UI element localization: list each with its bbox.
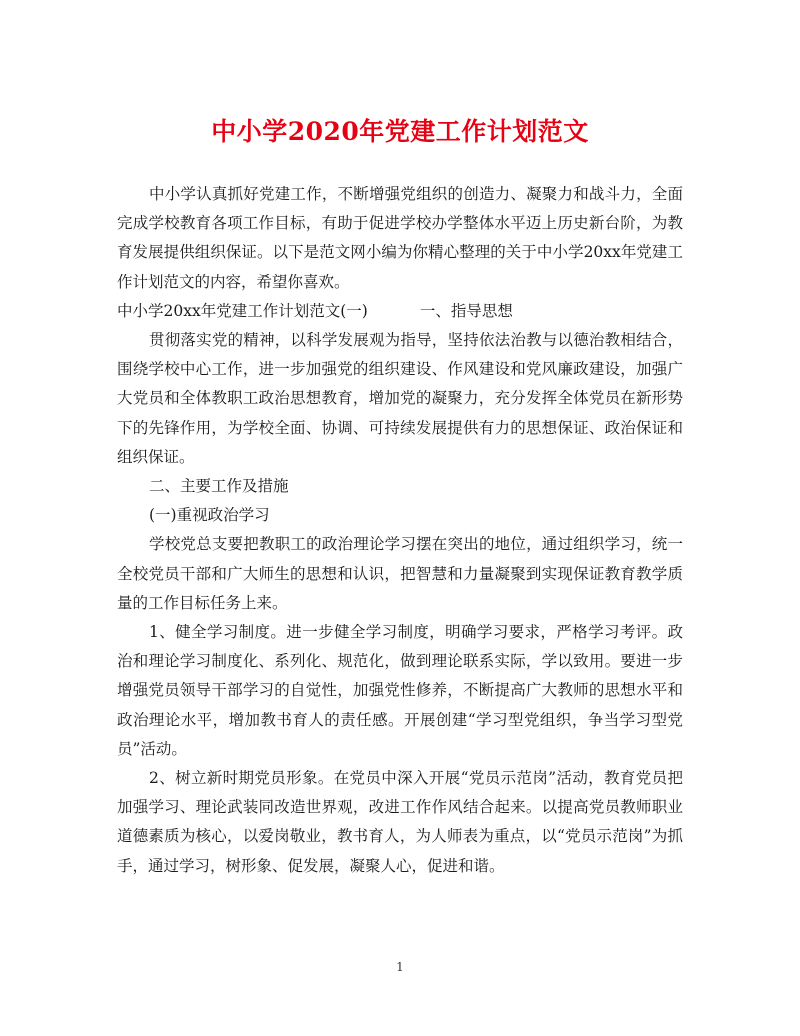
section-heading: 中小学20xx年党建工作计划范文(一) [117, 301, 368, 320]
guiding-thought-paragraph: 贯彻落实党的精神，以科学发展观为指导，坚持依法治教与以德治教相结合，围绕学校中心工作，进一步加强党的组织建设、作风建设和党风廉政建设，加强广大党员和全体教职工政治思想教育，增加党的凝聚力，充分发挥全体党员在新形势下的先锋作用，为学校全面、协调、可持续发展提供有力的思想保证、政治保证和组织保证。 [117, 331, 683, 466]
member-image-paragraph: 2、树立新时期党员形象。在党员中深入开展“党员示范岗”活动，教育党员把加强学习、理论武装同改造世界观，改进工作作风结合起来。以提高党员教师职业道德素质为核心，以爱岗敬业，教书育人，为人师表为重点，以“党员示范岗”为抓手，通过学习，树形象、促发展，凝聚人心，促进和谐。 [117, 769, 683, 875]
page-number: 1 [396, 960, 404, 974]
section-heading-line [117, 297, 683, 326]
political-study-paragraph: 学校党总支要把教职工的政治理论学习摆在突出的地位，通过组织学习，统一全校党员干部和广大师生的思想和认识，把智慧和力量凝聚到实现保证教育教学质量的工作目标任务上来。 [117, 535, 683, 612]
political-study-heading: (一)重视政治学习 [149, 506, 270, 525]
intro-paragraph: 中小学认真抓好党建工作，不断增强党组织的创造力、凝聚力和战斗力，全面完成学校教育各项工作目标，有助于促进学校办学整体水平迈上历史新台阶，为教育发展提供组织保证。以下是范文网小编为你精心整理的关于中小学20xx年党建工作计划范文的内容，希望你喜欢。 [117, 185, 683, 291]
study-system-paragraph: 1、健全学习制度。进一步健全学习制度，明确学习要求，严格学习考评。政治和理论学习制度化、系列化、规范化，做到理论联系实际，学以致用。要进一步增强党员领导干部学习的自觉性，加强党性修养，不断提高广大教师的思想水平和政治理论水平，增加教书育人的责任感。开展创建“学习型党组织，争当学习型党员”活动。 [117, 623, 683, 758]
section-subheading: 一、指导思想 [419, 301, 513, 320]
document-body [117, 180, 683, 881]
document-title: 中小学2020年党建工作计划范文 [211, 117, 589, 146]
main-measures-heading: 二、主要工作及措施 [149, 477, 289, 496]
